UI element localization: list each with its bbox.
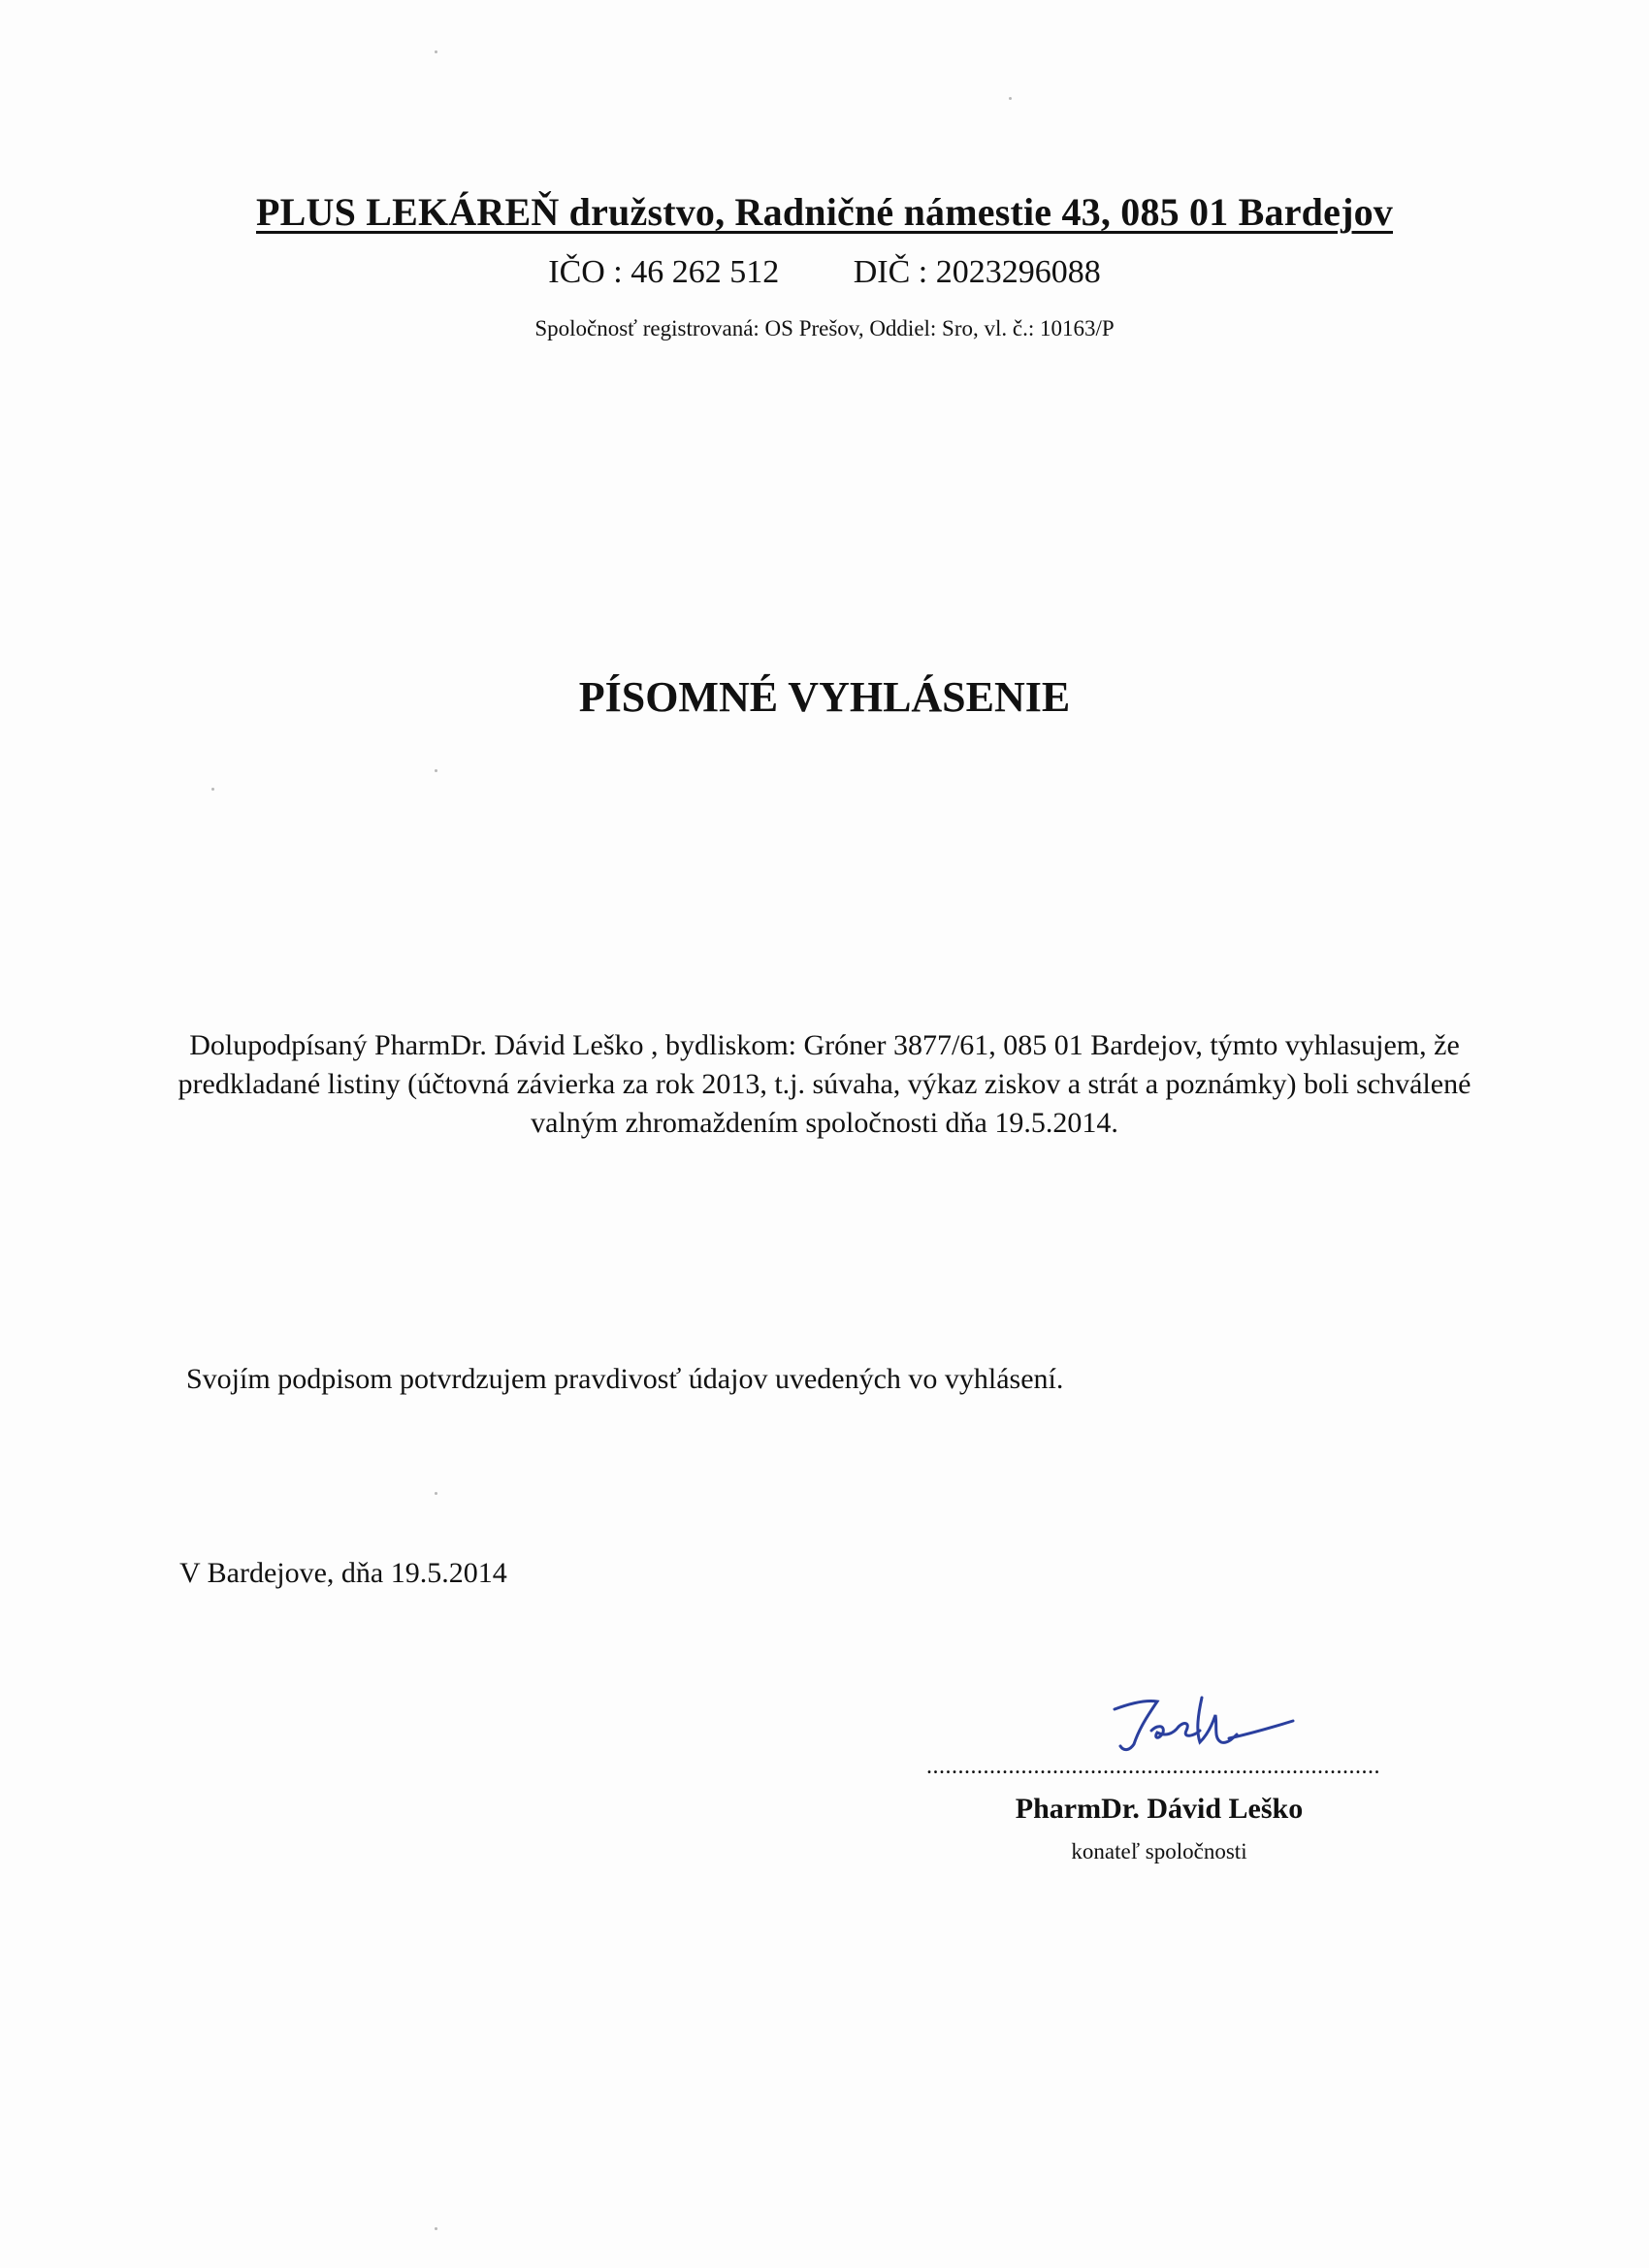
ico-number: IČO : 46 262 512 bbox=[548, 254, 780, 290]
scan-speck bbox=[435, 2227, 437, 2230]
scan-speck bbox=[1009, 97, 1012, 100]
confirmation-text: Svojím podpisom potvrdzujem pravdivosť údajov uvedených vo vyhlásení. bbox=[186, 1363, 1064, 1395]
declaration-text bbox=[146, 1026, 1504, 1143]
document-title: PÍSOMNÉ VYHLÁSENIE bbox=[578, 673, 1071, 721]
scan-speck bbox=[211, 788, 214, 791]
place-and-date: V Bardejove, dňa 19.5.2014 bbox=[179, 1557, 507, 1589]
declaration-line: Dolupodpísaný PharmDr. Dávid Leško , bydliskom: Gróner 3877/61, 085 01 Bardejov, týmto vyhlasujem, že bbox=[189, 1029, 1460, 1061]
registration-info: Spoločnosť registrovaná: OS Prešov, Oddiel: Sro, vl. č.: 10163/P bbox=[534, 316, 1115, 340]
declaration-line: predkladané listiny (účtovná závierka za rok 2013, t.j. súvaha, výkaz ziskov a strát a poznámky) boli schválené bbox=[178, 1068, 1471, 1100]
signer-role: konateľ spoločnosti bbox=[1071, 1839, 1247, 1863]
dic-number: DIČ : 2023296088 bbox=[853, 254, 1101, 290]
signer-name: PharmDr. Dávid Leško bbox=[1015, 1793, 1304, 1825]
scan-speck bbox=[435, 1492, 437, 1495]
scan-speck bbox=[435, 50, 437, 53]
declaration-line: valným zhromaždením spoločnosti dňa 19.5.2014. bbox=[531, 1107, 1118, 1139]
scan-speck bbox=[435, 769, 437, 772]
company-identifiers bbox=[0, 254, 1649, 291]
signature-line: ........................................................................ bbox=[926, 1754, 1380, 1779]
company-header: PLUS LEKÁREŇ družstvo, Radničné námestie 43, 085 01 Bardejov bbox=[255, 190, 1394, 234]
